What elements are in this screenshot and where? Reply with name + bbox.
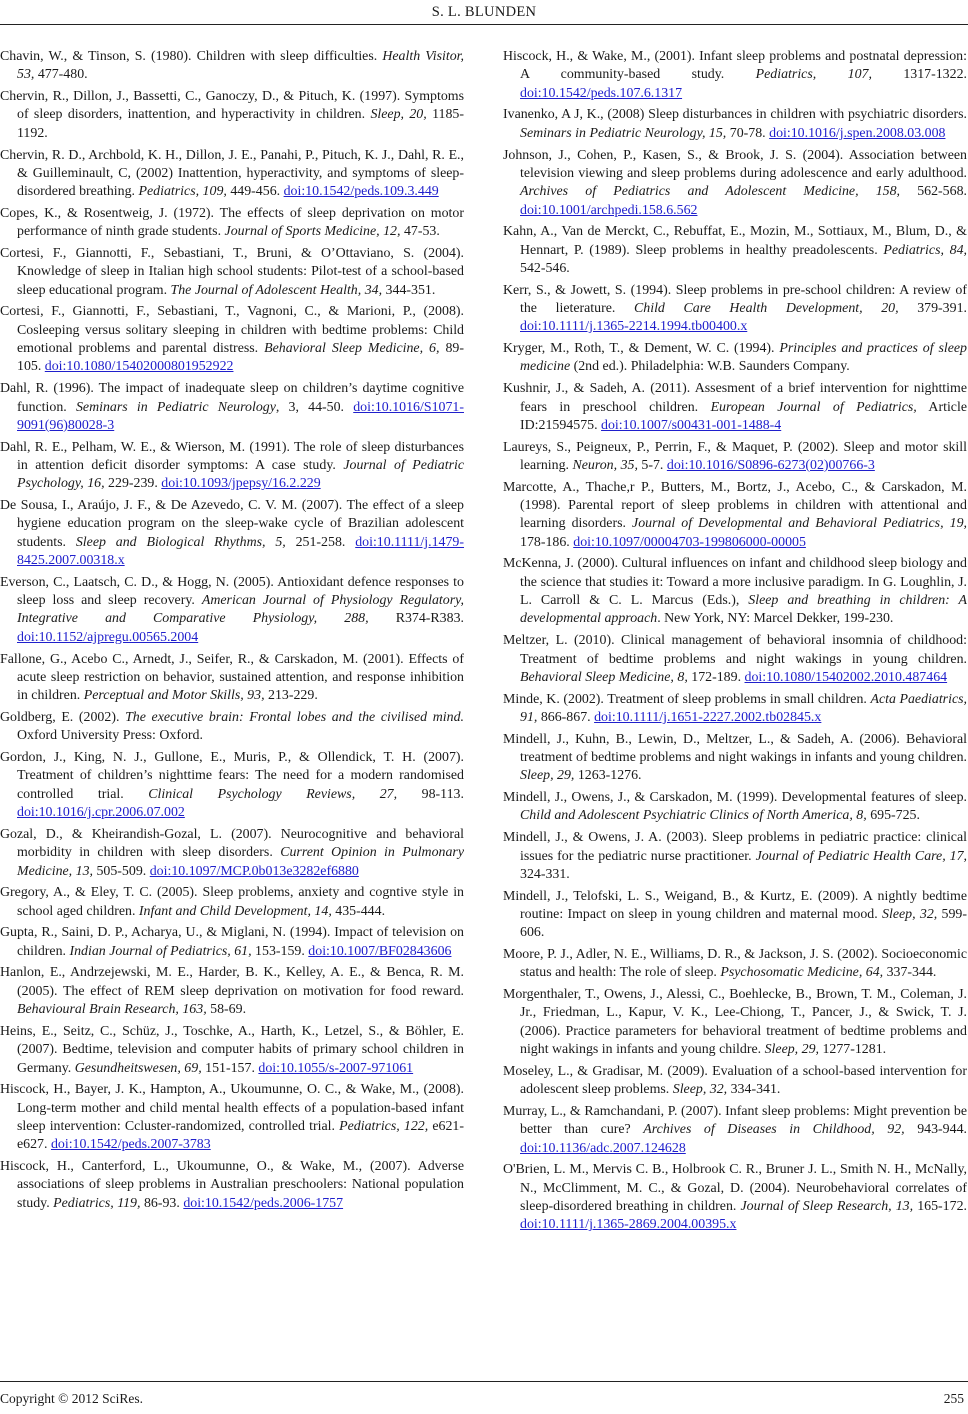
reference-text: 1277-1281. <box>818 1042 887 1058</box>
header-divider <box>0 24 968 25</box>
reference-text: 477-480. <box>34 67 88 83</box>
doi-link[interactable]: doi:10.1080/15402000801952922 <box>44 359 234 375</box>
reference-source-title: Archives of Diseases in Childhood, 92, <box>643 1122 905 1138</box>
reference-entry <box>503 555 967 628</box>
reference-text: Kryger, M., Roth, T., & Dement, W. C. (1994). <box>503 341 780 357</box>
reference-entry <box>503 1063 967 1100</box>
reference-text: O'Brien, L. M., Mervis C. B., Holbrook C. R., Bruner J. L., Smith N. H., McNally, N., McClimment, M. C., & Gozal, D. (2004). Neurobehavioral correlates of sleep-disordered breathing in children. <box>503 1162 967 1215</box>
reference-source-title: The Journal of Adolescent Health, 34, <box>170 282 383 298</box>
reference-source-title: Seminars in Pediatric Neurology <box>75 399 276 415</box>
doi-link[interactable]: doi:10.1542/peds.2006-1757 <box>183 1195 344 1211</box>
reference-text: Minde, K. (2002). Treatment of sleep problems in small children. <box>503 691 871 707</box>
reference-entry <box>0 574 464 647</box>
reference-text: Cortesi, F., Giannotti, F., Sebastiani, T., Vagnoni, C., & Marioni, P., (2008). Cosleeping versus solitary sleeping in children with bedtime problems: Child emotional problems and parental distress. <box>0 304 464 357</box>
reference-text: Fallone, G., Acebo C., Arnedt, J., Seifer, R., & Carskadon, M. (2001). Effects of acute sleep restriction on behavior, sustained attention, and response inhibition in children. <box>0 651 464 704</box>
page-number: 255 <box>943 1391 964 1406</box>
doi-link[interactable]: doi:10.1111/j.1365-2869.2004.00395.x <box>520 1217 737 1233</box>
reference-source-title: Pediatrics, 107, <box>755 67 872 83</box>
reference-entry <box>0 439 464 494</box>
reference-text: Chervin, R. D., Archbold, K. H., Dillon, J. E., Panahi, P., Pituch, K. J., Dahl, R. E., & Guilleminault, C, (2002) Inattention, hyperactivity, and symptoms of sleep-disordered breathing. <box>0 147 464 200</box>
reference-text: Heins, E., Seitz, C., Schüz, J., Toschke, A., Harth, K., Letzel, S., & Böhler, E. (2007). Bedtime, television and computer habits of primary school children in Germany. <box>0 1023 464 1076</box>
doi-link[interactable]: doi:10.1016/S0896-6273(02)00766-3 <box>666 457 875 473</box>
reference-source-title: Behavioral Sleep Medicine, 6, <box>264 341 440 357</box>
reference-source-title: Sleep, 20, <box>370 107 427 123</box>
reference-text: Murray, L., & Ramchandani, P. (2007). Infant sleep problems: Might prevention be better than cure? <box>503 1103 967 1138</box>
reference-text: Kahn, A., Van de Merckt, C., Rebuffat, E., Mozin, M., Sottiaux, M., Blum, D., & Hennart, P. (1989). Sleep problems in healthy preadolescents. <box>503 224 967 258</box>
reference-text: 599-606. <box>520 906 967 941</box>
reference-entry <box>0 1023 464 1078</box>
reference-text: Cortesi, F., Giannotti, F., Sebastiani, T., Bruni, & O’Ottaviano, S. (2004). Knowledge of sleep in Italian high school students: Pilot-test of a school-based sleep educational program. <box>0 246 464 298</box>
reference-text: 334-341. <box>727 1082 781 1098</box>
doi-link[interactable]: doi:10.1111/j.1479-8425.2007.00318.x <box>17 534 465 569</box>
reference-text: 866-867. <box>537 709 595 725</box>
reference-entry <box>503 223 967 278</box>
reference-text: Article ID:21594575. <box>520 399 967 433</box>
reference-entry <box>503 731 967 786</box>
reference-text: 1317-1322. <box>871 67 967 83</box>
reference-entry <box>0 303 464 376</box>
reference-source-title: Pediatrics, 84, <box>883 242 967 258</box>
reference-source-title: Seminars in Pediatric Neurology, 15, <box>520 125 727 141</box>
reference-text: Goldberg, E. (2002). <box>0 709 126 725</box>
reference-source-title: Infant and Child Development, 14, <box>138 903 332 919</box>
reference-text: Hanlon, E., Andrzejewski, M. E., Harder, B. K., Kelley, A. E., & Benca, R. M. (2005). The effect of REM sleep deprivation on motivation for food reward. <box>0 965 464 999</box>
reference-column-left <box>0 48 464 1216</box>
reference-source-title: Principles and practices of sleep medicine <box>520 341 967 375</box>
reference-entry <box>0 884 464 921</box>
reference-text: Johnson, J., Cohen, P., Kasen, S., & Brook, J. S. (2004). Association between television viewing and sleep problems during adolescence and early adulthood. <box>503 147 967 181</box>
reference-text: Gupta, R., Saini, D. P., Acharya, U., & Miglani, N. (1994). Impact of television on children. <box>0 925 464 959</box>
doi-link[interactable]: doi:10.1080/15402002.2010.487464 <box>744 669 948 685</box>
reference-text: 1263-1276. <box>574 768 642 784</box>
reference-text: McKenna, J. (2000). Cultural influences on infant and childhood sleep biology and the science that studies it: Toward a more inclusive paradigm. In G. Loughlin, J. L. Carroll & C. L. Marcus (Eds.), <box>503 556 967 609</box>
reference-text: Dahl, R. (1996). The impact of inadequate sleep on children’s daytime cognitive function. <box>0 381 464 415</box>
reference-text: 151-157. <box>201 1060 259 1076</box>
doi-link[interactable]: doi:10.1001/archpedi.158.6.562 <box>520 202 698 218</box>
reference-entry <box>503 439 967 476</box>
reference-text: De Sousa, I., Araújo, J. F., & De Azevedo, C. V. M. (2007). The effect of a sleep hygiene education program on the sleep-wake cycle of Brazilian adolescent students. <box>0 498 464 550</box>
reference-text: Oxford University Press: Oxford. <box>17 728 203 744</box>
reference-text: Mindell, J., Kuhn, B., Lewin, D., Meltzer, L., & Sadeh, A. (2006). Behavioral treatment of bedtime problems and night wakings in infants and young children. <box>503 731 967 766</box>
reference-entry <box>0 826 464 881</box>
reference-text: e621-e627. <box>17 1118 464 1153</box>
reference-text: Marcotte, A., Thache,r P., Butters, M., Bortz, J., Acebo, C., & Carskadon, M. (1998). Parental report of sleep problems in children with attentional and learning disorders. <box>503 479 967 532</box>
doi-link[interactable]: doi:10.1542/peds.109.3.449 <box>283 184 439 200</box>
reference-source-title: Behavioral Sleep Medicine, 8, <box>520 669 688 685</box>
reference-source-title: Neuron, 35, <box>572 457 638 473</box>
reference-source-title: Clinical Psychology Reviews, 27, <box>148 786 398 802</box>
reference-source-title: Sleep and Biological Rhythms, 5, <box>75 534 286 550</box>
reference-entry <box>503 632 967 687</box>
reference-text: 47-53. <box>400 224 440 240</box>
reference-text: Kushnir, J., & Sadeh, A. (2011). Assesment of a brief intervention for nighttime fears in preschool children. <box>503 381 967 415</box>
reference-entry <box>503 147 967 220</box>
reference-source-title: Psychosomatic Medicine, 64, <box>720 965 884 981</box>
reference-text: 70-78. <box>726 125 770 141</box>
reference-source-title: Child Care Health Development, 20, <box>634 301 899 317</box>
reference-source-title: Sleep, 29, <box>520 768 575 784</box>
doi-link[interactable]: doi:10.1152/ajpregu.00565.2004 <box>17 629 199 645</box>
doi-link[interactable]: doi:10.1136/adc.2007.124628 <box>520 1140 686 1156</box>
reference-source-title: European Journal of Pediatrics, <box>710 399 917 415</box>
reference-entry <box>0 709 464 746</box>
reference-text: 435-444. <box>331 903 386 919</box>
reference-text: 229-239. <box>104 476 162 492</box>
reference-text: Laureys, S., Peigneux, P., Perrin, F., & Maquet, P. (2002). Sleep and motor skill learning. <box>503 439 967 473</box>
reference-text: Moseley, L., & Gradisar, M. (2009). Evaluation of a school-based intervention for adolescent sleep problems. <box>503 1063 967 1098</box>
reference-text: Hiscock, H., & Wake, M., (2001). Infant sleep problems and postnatal depression: A community-based study. <box>503 49 967 83</box>
reference-entry <box>0 380 464 435</box>
reference-text: . New York, NY: Marcel Dekker, 199-230. <box>657 611 894 627</box>
reference-entry <box>0 1081 464 1154</box>
reference-text: Mindell, J., & Owens, J. A. (2003). Sleep problems in pediatric practice: clinical issues for the pediatric nurse practitioner. <box>503 830 967 864</box>
reference-source-title: Sleep, 32, <box>882 906 938 922</box>
reference-source-title: Pediatrics, 119, <box>53 1195 141 1211</box>
doi-link[interactable]: doi:10.1097/MCP.0b013e3282ef6880 <box>149 863 359 879</box>
reference-text: Copes, K., & Rosentweig, J. (1972). The effects of sleep deprivation on motor performance of ninth grade students. <box>0 205 464 240</box>
reference-text: 165-172. <box>913 1199 967 1215</box>
reference-text: (2nd ed.). Philadelphia: W.B. Saunders Company. <box>570 359 850 375</box>
reference-text: 58-69. <box>206 1002 247 1018</box>
reference-text: 153-159. <box>251 943 309 959</box>
reference-text: 344-351. <box>382 282 436 298</box>
reference-text: Hiscock, H., Bayer, J. K., Hampton, A., Ukoumunne, O. C., & Wake, M., (2008). Long-term mother and child mental health effects of a population-based infant sleep intervention: Ccluster-randomized, controlled trial. <box>0 1082 464 1134</box>
reference-text: Morgenthaler, T., Owens, J., Alessi, C., Boehlecke, B., Brown, T. M., Coleman, J. Jr., Friedman, L., Kapur, V. K., Lee-Chiong, T., Pancer, J., & Swick, T. J. (2006). Practice parameters for behavioral treatment of bedtime problems and night wakings in infants and young childre. <box>503 987 967 1058</box>
reference-text: 5-7. <box>637 457 667 473</box>
reference-text: Gregory, A., & Eley, T. C. (2005). Sleep problems, anxiety and cogntive style in school aged children. <box>0 885 464 919</box>
doi-link[interactable]: doi:10.1016/j.cpr.2006.07.002 <box>17 805 185 821</box>
reference-entry <box>503 829 967 884</box>
reference-entry <box>0 147 464 202</box>
reference-text: Mindell, J., Telofski, L. S., Weigand, B., & Kurtz, E. (2009). A nightly bedtime routine: Impact on sleep in young children and maternal mood. <box>503 888 967 922</box>
doi-link[interactable]: doi:10.1111/j.1365-2214.1994.tb00400.x <box>520 319 748 335</box>
reference-source-title: Behavioural Brain Research, 163, <box>17 1002 207 1018</box>
reference-text: Hiscock, H., Canterford, L., Ukoumunne, O., & Wake, M., (2007). Adverse associations of sleep problems in Australian preschoolers: National population study. <box>0 1159 464 1211</box>
reference-text: Chervin, R., Dillon, J., Bassetti, C., Ganoczy, D., & Pituch, K. (1997). Symptoms of sleep disorders, inattention, and hyperactivity in children. <box>0 89 464 123</box>
reference-entry <box>503 282 967 337</box>
reference-text: 98-113. <box>397 786 464 802</box>
reference-text: 542-546. <box>520 260 570 276</box>
reference-source-title: American Journal of Physiology Regulatory, Integrative and Comparative Physiology, 288, <box>17 593 464 627</box>
reference-entry <box>503 691 967 728</box>
reference-source-title: Indian Journal of Pediatrics, 61, <box>69 943 252 959</box>
reference-entry <box>0 924 464 961</box>
reference-entry <box>0 88 464 143</box>
reference-text: 89-105. <box>17 341 464 375</box>
reference-text: 1185-1192. <box>17 107 464 141</box>
reference-entry <box>0 245 464 300</box>
reference-source-title: Child and Adolescent Psychiatric Clinics of North America, 8, <box>520 808 867 824</box>
reference-entry <box>0 749 464 822</box>
reference-text: 379-391. <box>898 301 967 317</box>
reference-entry <box>503 380 967 435</box>
reference-entry <box>503 888 967 943</box>
reference-text: Kerr, S., & Jowett, S. (1994). Sleep problems in pre-school children: A review of the lieterature. <box>503 282 967 317</box>
reference-entry <box>503 789 967 826</box>
reference-text: 695-725. <box>866 808 920 824</box>
reference-text: 86-93. <box>140 1195 184 1211</box>
reference-text: 943-944. <box>904 1122 967 1138</box>
reference-text: Ivanenko, A J, K., (2008) Sleep disturbances in children with psychiatric disorders. <box>503 107 967 123</box>
reference-text: 505-509. <box>93 863 150 879</box>
reference-entry <box>0 497 464 570</box>
reference-source-title: Acta Paediatrics, 91, <box>520 691 967 725</box>
doi-link[interactable]: doi:10.1055/s-2007-971061 <box>258 1060 414 1076</box>
reference-source-title: Pediatrics, 109, <box>138 184 227 200</box>
reference-text: Chavin, W., & Tinson, S. (1980). Children with sleep difficulties. <box>0 49 383 64</box>
reference-source-title: Journal of Pediatric Health Care, 17, <box>755 848 968 864</box>
reference-text: Dahl, R. E., Pelham, W. E., & Wierson, M. (1991). The role of sleep disturbances in attention deficit disorder symptoms: A case study. <box>0 439 464 473</box>
reference-source-title: Pediatrics, 122, <box>339 1118 429 1134</box>
doi-link[interactable]: doi:10.1007/BF02843606 <box>308 943 452 959</box>
reference-entry <box>0 205 464 242</box>
reference-text: Meltzer, L. (2010). Clinical management of behavioral insomnia of childhood: Treatment of bedtime problems and night wakings in young children. <box>503 633 967 667</box>
reference-source-title: Archives of Pediatrics and Adolescent Medicine, 158, <box>520 184 901 200</box>
doi-link[interactable]: doi:10.1093/jpepsy/16.2.229 <box>161 476 321 492</box>
reference-entry <box>503 986 967 1059</box>
reference-entry <box>503 479 967 552</box>
doi-link[interactable]: doi:10.1111/j.1651-2227.2002.tb02845.x <box>594 709 822 725</box>
reference-source-title: Perceptual and Motor Skills, 93, <box>83 688 265 704</box>
reference-source-title: Sleep and breathing in children: A developmental approach <box>520 593 967 627</box>
reference-text: 449-456. <box>226 184 284 200</box>
reference-entry <box>503 946 967 983</box>
reference-source-title: Journal of Sports Medicine, 12, <box>224 224 401 240</box>
reference-text: 251-258. <box>285 534 356 550</box>
reference-source-title: Journal of Developmental and Behavioral Pediatrics, 19, <box>632 516 967 532</box>
reference-text: 213-229. <box>264 688 318 704</box>
reference-entry <box>503 340 967 377</box>
reference-text: 337-344. <box>883 965 937 981</box>
copyright-notice: Copyright © 2012 SciRes. <box>0 1391 144 1406</box>
reference-text: 172-189. <box>687 669 745 685</box>
reference-text: 178-186. <box>520 534 574 550</box>
reference-entry <box>0 48 464 85</box>
reference-entry <box>0 1158 464 1213</box>
reference-source-title: Gesundheitswesen, 69, <box>74 1060 202 1076</box>
doi-link[interactable]: doi:10.1097/00004703-199806000-00005 <box>573 534 806 550</box>
reference-text: Everson, C., Laatsch, C. D., & Hogg, N. (2005). Antioxidant defence responses to sleep loss and sleep recovery. <box>0 574 464 609</box>
doi-link[interactable]: doi:10.1016/S1071-9091(96)80028-3 <box>17 399 464 433</box>
running-header: S. L. BLUNDEN <box>431 4 537 20</box>
reference-source-title: Sleep, 29, <box>764 1042 819 1058</box>
reference-text: Gordon, J., King, N. J., Gullone, E., Muris, P., & Ollendick, T. H. (2007). Treatment of children’s nighttime fears: The need for a modern randomised controlled trial. <box>0 750 464 802</box>
doi-link[interactable]: doi:10.1007/s00431-001-1488-4 <box>601 417 782 433</box>
reference-text: , 3, 44-50. <box>275 399 354 415</box>
reference-entry <box>503 106 967 143</box>
reference-text: 562-568. <box>900 184 967 200</box>
reference-entry <box>503 1103 967 1158</box>
reference-text: Mindell, J., Owens, J., & Carskadon, M. (1999). Developmental features of sleep. <box>503 790 967 806</box>
reference-source-title: The executive brain: Frontal lobes and the civilised mind. <box>125 709 465 725</box>
doi-link[interactable]: doi:10.1542/peds.107.6.1317 <box>520 85 683 101</box>
reference-text: R374-R383. <box>368 611 464 627</box>
reference-source-title: Current Opinion in Pulmonary Medicine, 13, <box>17 845 464 879</box>
reference-text: Gozal, D., & Kheirandish-Gozal, L. (2007). Neurocognitive and behavioral morbidity in children with sleep disorders. <box>0 826 464 861</box>
footer-divider <box>0 1381 968 1382</box>
reference-column-right <box>503 48 967 1238</box>
reference-entry <box>0 651 464 706</box>
reference-source-title: Sleep, 32, <box>672 1082 728 1098</box>
doi-link[interactable]: doi:10.1016/j.spen.2008.03.008 <box>769 125 946 141</box>
reference-text: Moore, P. J., Adler, N. E., Williams, D. R., & Jackson, J. S. (2002). Socioeconomic status and health: The role of sleep. <box>503 947 967 981</box>
reference-source-title: Journal of Pediatric Psychology, 16, <box>17 457 465 492</box>
reference-source-title: Health Visitor, 53, <box>17 49 464 83</box>
reference-entry <box>503 1161 967 1234</box>
reference-text: 324-331. <box>520 866 570 882</box>
reference-entry <box>503 48 967 103</box>
doi-link[interactable]: doi:10.1542/peds.2007-3783 <box>50 1137 211 1153</box>
reference-source-title: Journal of Sleep Research, 13, <box>740 1199 914 1215</box>
reference-entry <box>0 964 464 1019</box>
